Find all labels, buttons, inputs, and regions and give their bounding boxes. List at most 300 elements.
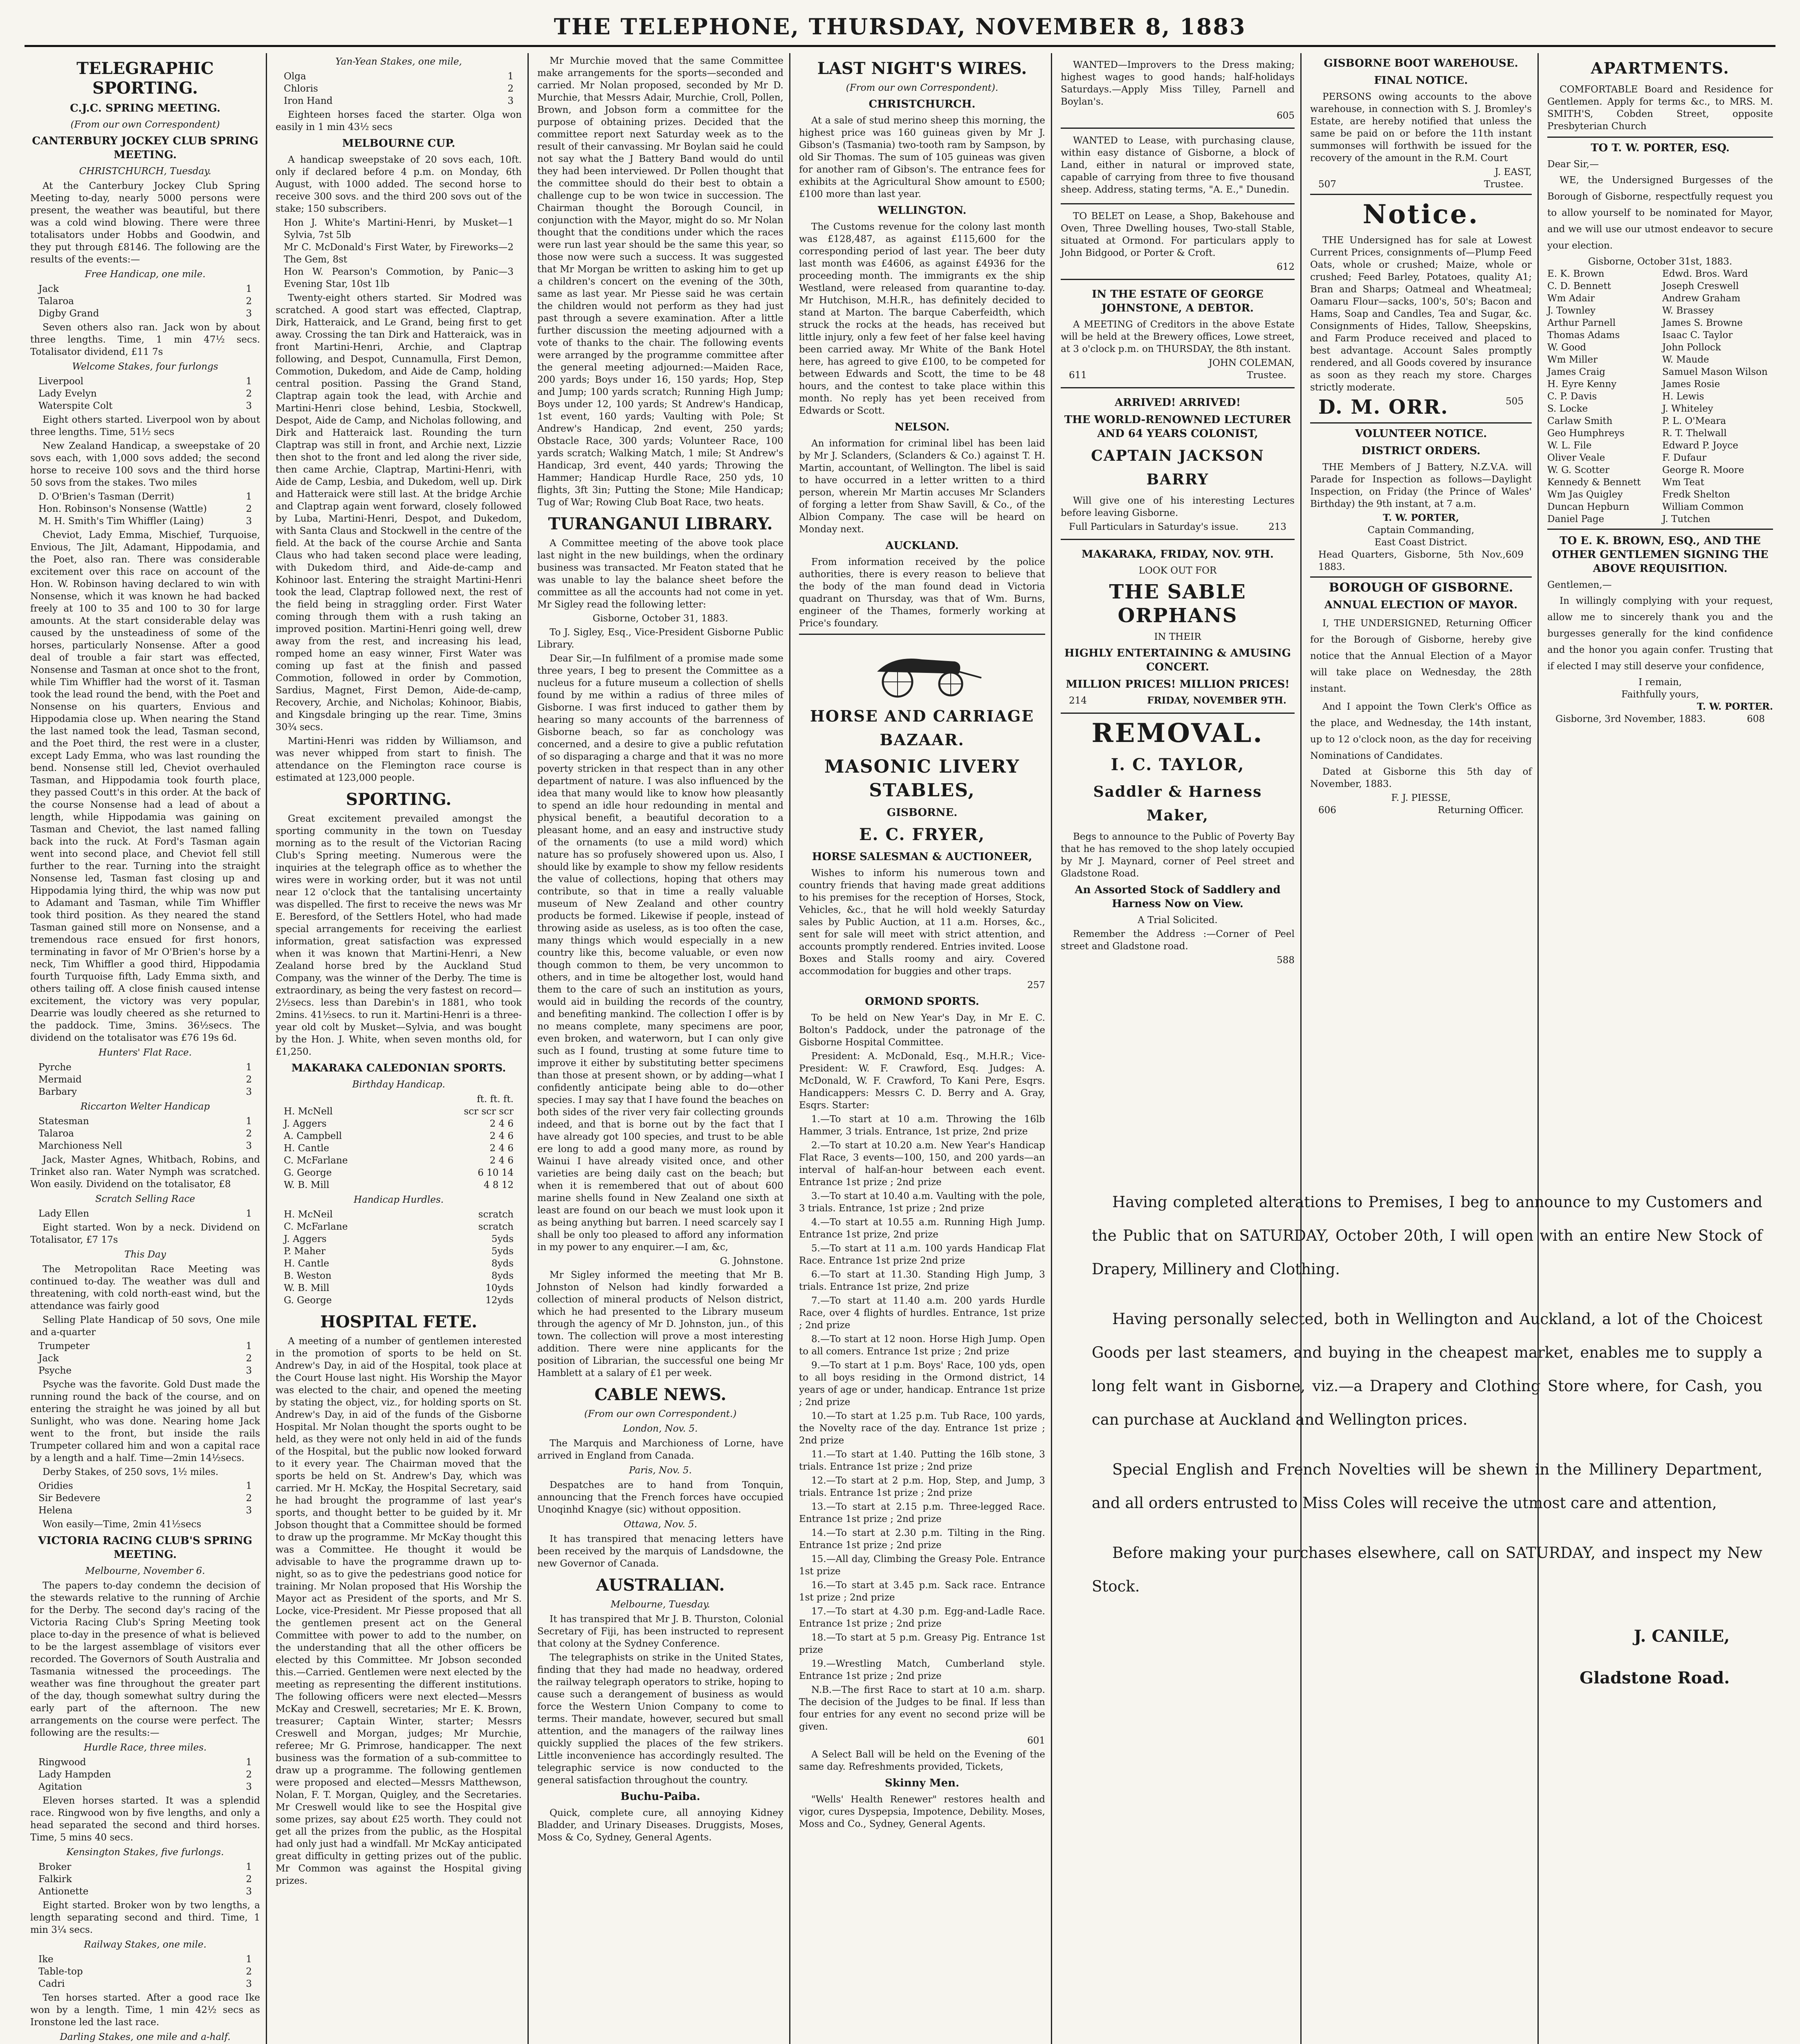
column-rule xyxy=(527,53,529,2044)
race-title: This Day xyxy=(124,1249,166,1260)
letter-date: Gisborne, 3rd November, 1883. xyxy=(1555,714,1706,724)
signatory-name: F. Dufaur xyxy=(1662,453,1707,463)
results-list xyxy=(276,1105,522,1191)
classified-ad xyxy=(1061,204,1295,280)
signatory-name: Wm Jas Quigley xyxy=(1547,489,1623,500)
advert-number: 606 xyxy=(1318,805,1336,816)
advert-number: 588 xyxy=(1277,955,1295,966)
advert-text: Having personally selected, both in Wellington and Auckland, a lot of the Choicest Goods per last steamers, and buying in the cheapest market, enables me to supply a long felt want in Gisborne, viz.—a Drapery and Clothing Store where, for Cash, you can purchase at Auckland and Wellington prices. xyxy=(1092,1310,1762,1428)
signature-title: Trustee. xyxy=(1484,179,1524,190)
result-place: 2 xyxy=(246,1966,252,1977)
signatory-name: John Pollock xyxy=(1662,342,1721,353)
advert-text: Full Particulars in Saturday's issue. xyxy=(1069,522,1239,532)
result-row xyxy=(30,1768,260,1781)
race-report: Twenty-eight others started. Sir Modred was scratched. A good start was effected, Claptrap, Dirk, Hatteraick, and Le Grand, being first to get away. Crossing the tan Dirk and Hatteraick, was in front Martini-Henri, Archie, and Claptrap following, and Despot, Cunnamulla, First Demon, Commotion, Dukedom, and Aide de Camp, holding central position. Passing the Grand Stand, Claptrap again took the lead, with Archie and Martini-Henri close behind, Lesbia, Stockwell, Despot, Aide de Camp, and Nicholas following, and Dirk and Hatteraick last. Rounding the turn Claptrap was still in front, and Archie next, Lizzie then shot to the front and led along the river side, then came Archie, Claptrap, Martini-Henri, with Aide de Camp, Lesbia, and Dukedom, well up. Dirk and Hatteraick were still last. At the bridge Archie and Claptrap again went forward, closely followed by Luba, Martini-Henri, Despot, and Dukedom, with Santa Claus and Stockwell in the centre of the field. At the back of the course Archie and Santa Claus who had taken second place were leading, with Dukedom third, and Aide-de-camp and Kohinoor last. Entering the straight Martini-Henri took the lead, Claptrap followed next, the rest of the field being in straggling order. First Water coming through them with a rush taking an improved position. Martini-Henri going well, drew away from the rest, and increasing his lead, romped home an easy winner, First Water was coming up fast at the finish and passed Commotion, followed in order by Commotion, Sardius, Magnet, First Demon, Aide-de-camp, Recovery, Archie, and Nicholas; Kohinoor, Biabis, and Kingsdale bringing up the rear. Time, 3mins 30¾ secs. xyxy=(276,293,522,733)
result-row xyxy=(276,1294,522,1307)
dateline: NELSON. xyxy=(894,421,950,433)
signature: T. W. PORTER, xyxy=(1383,512,1459,523)
result-row xyxy=(276,1105,522,1118)
advert-title: Notice. xyxy=(1362,199,1479,230)
result-row xyxy=(30,491,260,503)
article-text: The telegraphists on strike in the United States, finding that they had made no headway, ordered the railway telegraph operators to strike, hoping to cause such a derangement of business as would force the Western Union Company to come to terms. Their mandate, however, secured but small attention, and the managers of the railway lines quickly supplied the places of the few strikers. Little inconvenience has accordingly resulted. The telegraphic service is now conducted to the general satisfaction throughout the country. xyxy=(537,1652,783,1786)
result-row xyxy=(276,266,522,290)
race-note: Eight started. Won by a neck. Dividend on Totalisator, £7 17s xyxy=(30,1222,260,1245)
advert-name: I. C. TAYLOR, xyxy=(1111,755,1245,774)
signatory-name: W. G. Scotter xyxy=(1547,465,1609,475)
result-name: Table-top xyxy=(38,1966,83,1977)
column-2 xyxy=(270,53,527,2044)
advert-name: CAPTAIN JACKSON BARRY xyxy=(1091,447,1264,488)
result-row xyxy=(276,1282,522,1294)
signatory-name: Thomas Adams xyxy=(1547,330,1620,341)
article-text: A handicap sweepstake of 20 sovs each, 10ft. only if declared before 4 p.m. on Monday, 6th August, with 1000 added. The second horse to receive 300 sovs. and the third 200 sovs out of the stake; 150 subscribers. xyxy=(276,155,522,214)
advert-number: 605 xyxy=(1277,110,1295,121)
signatory-name: H. Lewis xyxy=(1662,391,1704,402)
article-text: It has transpired that menacing letters have been received by the marquis of Landsdowne, the new Governor of Canada. xyxy=(537,1534,783,1569)
race-title: Welcome Stakes, four furlongs xyxy=(72,361,218,372)
result-place: 3 xyxy=(246,1782,252,1792)
result-name: Lady Evelyn xyxy=(38,388,97,399)
result-place: 3 xyxy=(246,1365,252,1376)
result-place: scratch xyxy=(478,1221,514,1232)
result-name: H. Cantle xyxy=(284,1258,330,1269)
advert-title: VOLUNTEER NOTICE. xyxy=(1355,428,1487,440)
letter-text: WE, the Undersigned Burgesses of the Borough of Gisborne, respectfully request you to allow yourself to be nominated for Mayor, and we will use our utmost endeavor to secure your election. xyxy=(1547,175,1773,251)
result-place: 2 xyxy=(507,83,514,94)
result-place: 8yds xyxy=(491,1258,514,1269)
signatory-name: Fredk Shelton xyxy=(1662,489,1730,500)
signature: J. EAST, xyxy=(1495,167,1532,177)
advert-text: I, THE UNDERSIGNED, Returning Officer for the Borough of Gisborne, hereby give notice that the Annual Election of a Mayor will take place on Wednesday, the 28th instant. xyxy=(1310,618,1532,694)
result-row xyxy=(30,400,260,412)
result-place: 2 4 6 xyxy=(489,1143,514,1154)
result-name: Talaroa xyxy=(38,1128,74,1139)
race-title: Selling Plate Handicap of 50 sovs, One mile and a-quarter xyxy=(30,1315,260,1338)
subheading: ORMOND SPORTS. xyxy=(865,995,979,1008)
advert-title: MASONIC LIVERY STABLES, xyxy=(824,756,1020,801)
advert-subtitle: MILLION PRICES! MILLION PRICES! xyxy=(1066,678,1290,690)
list-item: 13.—To start at 2.15 p.m. Three-legged Race. Entrance 1st prize ; 2nd prize xyxy=(799,1502,1045,1524)
advert-text: Having completed alterations to Premises, I beg to announce to my Customers and the Public that on SATURDAY, October 20th, I will open with an entire New Stock of Drapery, Millinery and Clothing. xyxy=(1092,1193,1762,1278)
result-name: G. George xyxy=(284,1295,332,1306)
result-name: Hon J. White's Martini-Henri, by Musket—Sylvia, 7st 5lb xyxy=(284,217,508,240)
result-row xyxy=(30,503,260,515)
result-row xyxy=(30,1140,260,1152)
estate-notice xyxy=(1061,280,1295,388)
result-place: 3 xyxy=(246,516,252,527)
race-title: Kensington Stakes, five furlongs. xyxy=(66,1847,224,1858)
result-name: P. Maher xyxy=(284,1246,326,1257)
result-place: 2 xyxy=(246,504,252,514)
result-name: Falkirk xyxy=(38,1874,72,1885)
advert-number: 608 xyxy=(1747,714,1765,724)
race-note: Eight started. Broker won by two lengths, a length separating second and third. Time, 1 min 3¼ secs. xyxy=(30,1900,260,1935)
signatory-name: James S. Browne xyxy=(1662,318,1743,328)
dateline: Melbourne, November 6. xyxy=(85,1566,205,1576)
results-list xyxy=(30,283,260,320)
advert-number: 214 xyxy=(1069,695,1087,706)
article-text: N.B.—The first Race to start at 10 a.m. sharp. The decision of the Judges to be final. If less than four entries for any event no second prize will be given. xyxy=(799,1685,1045,1732)
signatory-name: Wm Teat xyxy=(1662,477,1704,488)
advert-title: BOROUGH OF GISBORNE. xyxy=(1329,580,1513,595)
advert-text: Special English and French Novelties will be shewn in the Millinery Department, and all orders entrusted to Miss Coles will receive the utmost care and attention, xyxy=(1092,1461,1762,1512)
advert-text: And I appoint the Town Clerk's Office as the place, and Wednesday, the 14th instant, up to 12 o'clock noon, as the day for receiving Nominations of Candidates. xyxy=(1310,702,1532,761)
advert-number: 612 xyxy=(1277,262,1295,272)
letter-date: Gisborne, October 31, 1883. xyxy=(593,613,728,624)
article-text: An information for criminal libel has been laid by Mr J. Sclanders, (Sclanders & Co.) against T. H. Martin, accountant, of Wellington. The libel is said to have occurred in a letter written to a third person, wherein Mr Martin accuses Mr Sclanders of forging a letter from Shaw Savill, & Co., of the Albion Company. The case will be heard on Monday next. xyxy=(799,438,1045,535)
list-item: 10.—To start at 1.25 p.m. Tub Race, 100 yards, the Novelty race of the day. Entrance 1st prize ; 2nd prize xyxy=(799,1411,1045,1446)
article-text: Despatches are to hand from Tonquin, announcing that the French forces have occupied Unoqinhd Knagye (sic) without opposition. xyxy=(537,1480,783,1515)
signatory-name: James Rosie xyxy=(1662,379,1720,390)
advert-text: WANTED to Lease, with purchasing clause, within easy distance of Gisborne, a block of Land, either in natural or improved state, capable of carrying from three to five thousand sheep. Address, stating terms, "A. E.," Dunedin. xyxy=(1061,135,1295,195)
column-rule xyxy=(789,53,790,2044)
result-name: W. B. Mill xyxy=(284,1180,330,1190)
result-place: 1 xyxy=(246,284,252,294)
article-text: At a sale of stud merino sheep this morning, the highest price was 160 guineas given by Mr J. Gibson's (Tasmania) two-tooth ram by Sampson, by old Sir Thomas. The sum of 105 guineas was given for another ram of Gibson's. The entrance fees for exhibits at the Agricultural Show amount to £500; £100 more than last year. xyxy=(799,115,1045,199)
result-row xyxy=(30,1504,260,1517)
result-row xyxy=(276,95,522,107)
list-item: 4.—To start at 10.55 a.m. Running High Jump. Entrance 1st prize, 2nd prize xyxy=(799,1217,1045,1240)
dateline: Ottawa, Nov. 5. xyxy=(624,1519,697,1530)
signatory-name: William Common xyxy=(1662,502,1744,512)
results-list xyxy=(30,375,260,412)
result-name: Agitation xyxy=(38,1782,82,1792)
subheading: C.J.C. SPRING MEETING. xyxy=(70,102,221,114)
result-name: Ike xyxy=(38,1954,54,1965)
result-row xyxy=(276,1154,522,1167)
result-name: Olga xyxy=(284,71,306,82)
list-item: 7.—To start at 11.40 a.m. 200 yards Hurdle Race, over 4 flights of hurdles. Entrance, 1st prize ; 2nd prize xyxy=(799,1295,1045,1331)
signatory-name: Wm Miller xyxy=(1547,354,1598,365)
column-rule xyxy=(266,53,267,2044)
results-list xyxy=(30,1208,260,1220)
table-header: ft. ft. ft. xyxy=(477,1094,514,1105)
list-item: 19.—Wrestling Match, Cumberland style. Entrance 1st prize ; 2nd prize xyxy=(799,1659,1045,1681)
signatory-name: Kennedy & Bennett xyxy=(1547,477,1641,488)
advert-number: 601 xyxy=(1027,1735,1045,1746)
list-item: 1.—To start at 10 a.m. Throwing the 16lb Hammer, 3 trials. Entrance, 1st prize, 2nd prize xyxy=(799,1114,1045,1137)
article-text: Mr Murchie moved that the same Committee make arrangements for the sports—seconded and carried. Mr Nolan proposed, seconded by Mr D. Murchie, that Messrs Adair, Murchie, Croll, Pollen, Brown, and Jobson form a committee for the purpose of obtaining prizes. Decided that the committee report next Saturday week as to the result of their canvassing. Mr Boylan said he could not say what the J Battery Band would do until they had been interviewed. Dr Pollen thought that the committee should do their best to obtain a challenge cup to be won twice in succession. The Chairman thought the Borough Council, in conjunction with the Mayor, might do so. Mr Nolan thought that the conditions under which the races were run last year should be the same this year, so those now were such a success. It was suggested that Mr Morgan be written to asking him to get up a children's concert on the evening of the 30th, same as last year. Mr Piesse said he was certain the children would not perform as they had just past through a severe examination. After a little further discussion the meeting adjourned with a vote of thanks to the chair. The following events were arranged by the programme committee after the general meeting adjourned:—Maiden Race, 200 yards; Boys under 16, 150 yards; Hop, Step and Jump; 100 yards scratch; Running High Jump; Boys under 12, 100 yards; St Andrew's Handicap, 1st event, 160 yards; Vaulting with Pole; St Andrew's Handicap, 2nd event, 250 yards; Obstacle Race, 300 yards; Volunteer Race, 100 yards scratch; Walking Match, 1 mile; St Andrew's Handicap, 3rd event, 440 yards; Throwing the Hammer; Handicap Hurdle Race, 250 yds, 10 flights, 3ft 3in; Putting the Stone; Mile Handicap; Tug of War; Rowing Club Boat Race, two heats. xyxy=(537,56,783,508)
result-place: 1 xyxy=(507,217,514,228)
result-place: 2 xyxy=(246,1074,252,1085)
result-row xyxy=(276,217,522,241)
result-row xyxy=(30,1966,260,1978)
result-place: scr scr scr xyxy=(464,1106,514,1117)
letter-salutation: Gentlemen,— xyxy=(1547,580,1612,590)
result-row xyxy=(30,1352,260,1365)
advert-subtitle: ANNUAL ELECTION OF MAYOR. xyxy=(1324,599,1518,611)
result-row xyxy=(276,1245,522,1257)
signatory-name: Geo Humphreys xyxy=(1547,428,1625,439)
article-text: The papers to-day condemn the decision of the stewards relative to the running of Archie for the Derby. The second day's racing of the Victoria Racing Club's Spring Meeting took place to-day in the presence of what is believed to be the largest assemblage of visitors ever recorded. The Governors of South Australia and Tasmania witnessed the proceedings. The weather was fine throughout the greater part of the day, though somewhat sultry during the early part of the afternoon. The new arrangements on the course were perfect. The following are the results:— xyxy=(30,1580,260,1738)
letter-recipient: TO E. K. BROWN, ESQ., AND THE OTHER GENTLEMEN SIGNING THE ABOVE REQUISITION. xyxy=(1547,529,1773,576)
result-place: 1 xyxy=(507,71,514,82)
advert-title: GISBORNE BOOT WAREHOUSE. xyxy=(1324,57,1518,69)
list-item: 9.—To start at 1 p.m. Boys' Race, 100 yds, open to all boys residing in the Ormond district, 14 years of age or under, handicap. Entrance 1st prize ; 2nd prize xyxy=(799,1360,1045,1407)
subheading: CANTERBURY JOCKEY CLUB SPRING MEETING. xyxy=(32,135,258,161)
result-place: scratch xyxy=(478,1209,514,1220)
letter-closing: Faithfully yours, xyxy=(1621,689,1699,700)
race-title: Birthday Handicap. xyxy=(352,1079,445,1090)
result-place: 2 xyxy=(246,1874,252,1885)
race-title: Free Handicap, one mile. xyxy=(85,269,206,280)
dateline: London, Nov. 5. xyxy=(623,1423,698,1434)
race-note: Jack, Master Agnes, Whitbach, Robins, and Trinket also ran. Water Nymph was scratched. Won easily. Dividend on the totalisator, £8 xyxy=(30,1154,260,1190)
result-name: Digby Grand xyxy=(38,308,99,319)
result-place: 3 xyxy=(246,1505,252,1516)
results-list xyxy=(30,1756,260,1793)
article-text: A Committee meeting of the above took place last night in the new buildings, when the ordinary business was transacted. Mr Featon stated that he was unable to lay the balance sheet before the committee as all the accounts had not come in yet. Mr Sigley read the following letter: xyxy=(537,538,783,610)
advert-text: Before making your purchases elsewhere, call on SATURDAY, and inspect my New Stock. xyxy=(1092,1544,1762,1595)
advert-subtitle: HORSE SALESMAN & AUCTIONEER, xyxy=(812,851,1032,863)
advert-title: ARRIVED! ARRIVED! xyxy=(1114,397,1241,409)
race-note: Eleven horses started. It was a splendid race. Ringwood won by five lengths, and only a head separated the second and third horses. Time, 5 mins 40 secs. xyxy=(30,1795,260,1843)
result-row xyxy=(30,1873,260,1885)
advert-title: MAKARAKA, FRIDAY, NOV. 9TH. xyxy=(1082,548,1274,560)
race-title: Riccarton Welter Handicap xyxy=(80,1101,210,1112)
signatory-name: S. Locke xyxy=(1547,403,1588,414)
signatory-name: W. Maude xyxy=(1662,354,1709,365)
dateline: WELLINGTON. xyxy=(878,204,967,217)
race-title: New Zealand Handicap, a sweepstake of 20 sovs each, with 1,000 sovs added; the second horse to receive 100 sovs and the third horse 50 sovs from the stakes. Two miles xyxy=(30,441,260,488)
signatory-name: W. L. File xyxy=(1547,440,1592,451)
subheading: VICTORIA RACING CLUB'S SPRING MEETING. xyxy=(38,1535,252,1561)
result-name: Talaroa xyxy=(38,296,74,307)
list-item: 12.—To start at 2 p.m. Hop, Step, and Jump, 3 trials. Entrance 1st prize ; 2nd prize xyxy=(799,1475,1045,1498)
race-note: Psyche was the favorite. Gold Dust made the running round the back of the course, and on entering the straight he was joined by all but Sunlight, who was done. Nearing home Jack went to the front, but inside the rails Trumpeter collared him and won a capital race by a length and a half. Time—2min 14½secs. xyxy=(30,1379,260,1464)
result-place: 2 xyxy=(246,1769,252,1780)
advert-subtitle: GISBORNE. xyxy=(887,807,958,819)
result-name: Helena xyxy=(38,1505,73,1516)
section-heading: AUSTRALIAN. xyxy=(596,1576,725,1595)
advert-text: PERSONS owing accounts to the above warehouse, in connection with S. J. Bromley's Estate, are hereby notified that unless the same be paid on or before the 11th instant summonses will forthwith be issued for the recovery of the amount in the R.M. Court xyxy=(1310,92,1532,164)
result-row xyxy=(276,1257,522,1270)
signatory-name: P. L. O'Meara xyxy=(1662,416,1726,426)
result-name: C. McFarlane xyxy=(284,1221,348,1232)
article-text: Great excitement prevailed amongst the sporting community in the town on Tuesday morning as to the result of the Victorian Racing Club's Spring meeting. Numerous were the inquiries at the telegraph office as to whether the wires were in working order, but it was not until near 12 o'clock that the tantalising uncertainty was dispelled. The first to receive the news was Mr E. Beresford, of the Settlers Hotel, who had made special arrangements for receiving the earliest information, great satisfaction was expressed when it was known that Martini-Henri, a New Zealand horse bred by the Auckland Stud Company, was the winner of the Derby. The time is extraordinary, as being the very fastest on record—2½secs. less than Darebin's in 1881, who took 2mins. 41½secs. to run it. Martini-Henri is a three-year old colt by Musket—Sylvia, and was bought by the Hon. J. White, when seven months old, for £1,250. xyxy=(276,814,522,1057)
result-row xyxy=(30,307,260,320)
race-note: Seven others also ran. Jack won by about three lengths. Time, 1 min 47½ secs. Totalisator dividend, £11 7s xyxy=(30,322,260,357)
concert-ad xyxy=(1061,540,1295,714)
result-name: C. McFarlane xyxy=(284,1155,348,1166)
result-row xyxy=(30,283,260,295)
signatory-name: R. T. Thelwall xyxy=(1662,428,1727,439)
result-row xyxy=(30,1781,260,1793)
result-name: Trumpeter xyxy=(38,1341,90,1351)
signature: T. W. PORTER. xyxy=(1697,701,1773,712)
race-title: Hunters' Flat Race. xyxy=(99,1047,192,1058)
signatory-name: Joseph Creswell xyxy=(1662,281,1739,291)
article-text: It has transpired that Mr J. B. Thurston, Colonial Secretary of Fiji, has been instructed to represent that colony at the Sydney Conference. xyxy=(537,1614,783,1649)
results-list xyxy=(30,1061,260,1098)
results-list xyxy=(276,1208,522,1307)
advert-text: THE Members of J Battery, N.Z.V.A. will Parade for Inspection as follows—Daylight Inspection, on Friday (the Prince of Wales' Birthday) the 9th instant, at 7 a.m. xyxy=(1310,462,1532,509)
result-name: Hon. Robinson's Nonsense (Wattle) xyxy=(38,504,207,514)
canile-advertisement xyxy=(1080,1186,1775,2044)
advert-number: 611 xyxy=(1069,370,1087,381)
signatory-name: Oliver Veale xyxy=(1547,453,1605,463)
article-text: A meeting of a number of gentlemen interested in the promotion of sports to be held on St. Andrew's Day, in aid of the Hospital, took place at the Court House last night. His Worship the Mayor was elected to the chair, and opened the meeting by stating the object, viz., for holding sports on St. Andrew's Day, in aid of the funds of the Gisborne Hospital. Mr Nolan thought the sports ought to be held, as they were not only held in aid of the funds of the Hospital, but the public now looked forward to it every year. The Chairman moved that the sports be held on St. Andrew's Day, which was carried. Mr H. McKay, the Hospital Secretary, said he had brought the programme of last year's sports, and thought better to be guided by it. Mr Jobson thought that a Committee should be formed to draw up the programme. Mr McKay thought this was a Committee. He thought it would be advisable to have the programme drawn up to-night, so as to give the pedestrians good notice for training. Mr Nolan proposed that His Worship the Mayor act as President of the sports, and Mr S. Locke, vice-President. Mr Piesse proposed that all the gentlemen present act on the General Committee with power to add to the number, on the understanding that all the other officers be elected by this Committee. Mr Jobson seconded this.—Carried. Gentlemen were next elected by the meeting as representing the different institutions. The following officers were next elected—Messrs McKay and Creswell, secretaries; Mr E. K. Brown, treasurer; Captain Winter, starter; Messrs Creswell and Morgan, judges; Mr Murchie, referee; Mr G. Primrose, handicapper. The next business was the formation of a sub-committee to draw up a programme. The following gentlemen were proposed and elected—Messrs Matthewson, Nolan, F. T. Morgan, Quigley, and the Secretaries. Mr Creswell would like to see the Hospital give some prizes, say about £25 worth. They could not get all the prizes from the public, as the Hospital had only just had a windfall. Mr McKay anticipated great difficulty in getting prizes out of the public. Mr Common was against the Hospital giving prizes. xyxy=(276,1336,522,1886)
result-place: 1 xyxy=(246,1116,252,1127)
result-place: 1 xyxy=(246,1954,252,1965)
result-place: 2 xyxy=(246,1353,252,1364)
result-place: 3 xyxy=(507,96,514,106)
result-name: Lady Hampden xyxy=(38,1769,111,1780)
result-row xyxy=(276,1142,522,1154)
result-place: 2 xyxy=(507,242,514,253)
race-note: Eight others started. Liverpool won by about three lengths. Time, 51½ secs xyxy=(30,415,260,437)
result-row xyxy=(30,1340,260,1352)
result-row xyxy=(30,515,260,527)
results-list xyxy=(276,217,522,290)
result-name: Pyrche xyxy=(38,1062,72,1073)
signatory-name: Edwd. Bros. Ward xyxy=(1662,269,1748,279)
result-name: G. George xyxy=(284,1168,332,1178)
result-name: Psyche xyxy=(38,1365,72,1376)
result-place: 1 xyxy=(246,1481,252,1491)
result-place: 12yds xyxy=(485,1295,514,1306)
result-name: D. O'Brien's Tasman (Derrit) xyxy=(38,491,174,502)
signature: J. CANILE, xyxy=(1634,1627,1730,1646)
column-3 xyxy=(532,53,789,2044)
signatory-name: Isaac C. Taylor xyxy=(1662,330,1733,341)
result-row xyxy=(30,1885,260,1898)
signatory-name: C. D. Bennett xyxy=(1547,281,1611,291)
article-text: Martini-Henri was ridden by Williamson, and was never whipped from start to finish. The attendance on the Flemington race course is estimated at 123,000 people. xyxy=(276,736,522,783)
subheading: Buchu-Paiba. xyxy=(620,1791,700,1803)
results-list xyxy=(30,1953,260,1990)
result-name: B. Weston xyxy=(284,1271,332,1281)
signatory-name: Andrew Graham xyxy=(1662,293,1741,304)
race-title: Railway Stakes, one mile. xyxy=(84,1939,206,1950)
result-name: Broker xyxy=(38,1862,72,1872)
column-4 xyxy=(793,53,1051,2044)
section-heading: CABLE NEWS. xyxy=(594,1385,727,1404)
list-item: 14.—To start at 2.30 p.m. Tilting in the Ring. Entrance 1st prize ; 2nd prize xyxy=(799,1528,1045,1551)
advert-subtitle: Saddler & Harness Maker, xyxy=(1093,783,1262,824)
race-title: Handicap Hurdles. xyxy=(354,1195,444,1205)
result-row xyxy=(30,1480,260,1492)
subheading: Skinny Men. xyxy=(885,1777,959,1789)
dateline: CHRISTCHURCH, Tuesday. xyxy=(79,166,211,177)
section-heading: SPORTING. xyxy=(346,790,452,809)
masthead: THE TELEPHONE, THURSDAY, NOVEMBER 8, 1883 xyxy=(25,8,1775,47)
list-item: 17.—To start at 4.30 p.m. Egg-and-Ladle Race. Entrance 1st prize ; 2nd prize xyxy=(799,1606,1045,1629)
result-row xyxy=(276,1130,522,1142)
advert-text: A Trial Solicited. xyxy=(1138,915,1218,926)
result-name: Liverpool xyxy=(38,376,84,387)
dateline: Melbourne, Tuesday. xyxy=(610,1599,710,1610)
result-row xyxy=(30,1061,260,1074)
race-note: Won easily—Time, 2min 41½secs xyxy=(43,1519,202,1530)
result-row xyxy=(276,1270,522,1282)
signatory-name: George R. Moore xyxy=(1662,465,1744,475)
advert-subtitle: THE WORLD-RENOWNED LECTURER AND 64 YEARS COLONIST, xyxy=(1064,414,1291,440)
result-row xyxy=(30,1978,260,1990)
result-place: 2 4 6 xyxy=(489,1118,514,1129)
result-name: J. Aggers xyxy=(284,1234,327,1244)
result-place: 3 xyxy=(246,1979,252,1989)
advert-date: FRIDAY, NOVEMBER 9TH. xyxy=(1147,695,1286,706)
result-name: Statesman xyxy=(38,1116,89,1127)
race-title: Hurdle Race, three miles. xyxy=(83,1742,207,1753)
advert-title: HORSE AND CARRIAGE BAZAAR. xyxy=(810,707,1035,749)
signatory-name: Wm Adair xyxy=(1547,293,1595,304)
advert-text: Dated at Gisborne this 5th day of November, 1883. xyxy=(1310,766,1532,789)
results-list xyxy=(30,1115,260,1152)
result-place: 1 xyxy=(246,1341,252,1351)
results-list xyxy=(30,1480,260,1517)
byline: (From our own Correspondent) xyxy=(70,119,220,130)
signature-title: Returning Officer. xyxy=(1438,805,1524,816)
signatory-name: W. Brassey xyxy=(1662,305,1714,316)
column-6 xyxy=(1304,53,1537,1157)
race-report: Cheviot, Lady Emma, Mischief, Turquoise, Envious, The Jilt, Adamant, Hippodamia, and the Poet, also ran. There was considerable excitement over this race on account of the Hon. W. Robinson having declared to win with Nonsense, which it was known he had backed freely at 100 to 35 and 100 to 30 for large amounts. At the start considerable delay was caused by the unsteadiness of some of the horses, particularly Nonsense. After a good deal of trouble a fair start was effected, Nonsense and Tasman at once shot to the front, while Tim Whiffler had the worst of it. Tasman took the lead round the bend, with the Poet and Nonsense on his quarters, Envious and Hippodamia close up. When nearing the Stand the last named took the lead, Tasman second, and the Poet third, the rest were in a cluster, except Lady Emma, who was last rounding the bend. Nonsense still led, Cheviot overhauled Tasman, and Hippodamia took fourth place, they passed Coutt's in this order. At the back of the course Nonsense had a lead of about a length, while Hippodamia was gaining on Tasman and Cheviot, the last named falling back into the ruck. At Ford's Tasman again went into second place, and Cheviot fell still further to the rear. Turning into the straight Nonsense led, Tasman fast closing up and Hippodamia lying third, the whip was now put to Adamant and Tasman, while Tim Whiffler took third position. As they neared the stand Tasman gained still more on Nonsense, and a tremendous race ensued for first honors, terminating in favor of Mr O'Brien's horse by a neck, Tim Whiffler a good third, Hippodamia fourth Turquoise fifth, Lady Emma sixth, and others tailing off. A close finish caused intense excitement, the victory was very popular, Dearrie was loudly cheered as she returned to the paddock. Time, 3mins. 36½secs. The dividend on the totalisator was £76 19s 6d. xyxy=(30,530,260,1043)
advert-subtitle: DISTRICT ORDERS. xyxy=(1361,445,1481,457)
result-name: Antionette xyxy=(38,1886,89,1897)
advert-text: IN THEIR xyxy=(1154,632,1201,642)
advert-text: Quick, complete cure, all annoying Kidney Bladder, and Urinary Diseases. Druggists, Moses, Moss & Co, Sydney, General Agents. xyxy=(537,1808,783,1843)
signatory-name: E. K. Brown xyxy=(1547,269,1605,279)
list-item: 16.—To start at 3.45 p.m. Sack race. Entrance 1st prize ; 2nd prize xyxy=(799,1580,1045,1603)
letter-signature: G. Johnstone. xyxy=(720,1256,783,1266)
letter-salutation: Dear Sir,— xyxy=(1547,159,1599,170)
result-place: 2 4 6 xyxy=(489,1131,514,1141)
advert-number: 609 xyxy=(1506,549,1524,560)
result-name: Mr C. McDonald's First Water, by Fireworks—The Gem, 8st xyxy=(284,242,508,265)
race-title: Yan-Yean Stakes, one mile, xyxy=(335,56,462,67)
race-title: Derby Stakes, of 250 sovs, 1½ miles. xyxy=(43,1467,219,1477)
result-place: 10yds xyxy=(485,1283,514,1293)
result-row xyxy=(30,295,260,307)
signatory-name: H. Eyre Kenny xyxy=(1547,379,1617,390)
result-name: Waterspite Colt xyxy=(38,401,113,411)
race-title: Darling Stakes, one mile and a-half. xyxy=(60,2032,231,2042)
advert-number: 213 xyxy=(1268,522,1286,532)
letter-recipient: TO T. W. PORTER, ESQ. xyxy=(1591,142,1730,154)
advert-number: 507 xyxy=(1318,179,1336,190)
result-row xyxy=(276,83,522,95)
advert-number: 505 xyxy=(1506,396,1524,407)
list-item: 6.—To start at 11.30. Standing High Jump, 3 trials. Entrance 1st prize, 2nd prize xyxy=(799,1269,1045,1292)
advert-title: REMOVAL. xyxy=(1091,718,1264,749)
result-name: W. B. Mill xyxy=(284,1283,330,1293)
classified-ad xyxy=(1061,129,1295,204)
letter-text: Dear Sir,—In fulfilment of a promise made some three years, I beg to present the Committee as a nucleus for a future museum a collection of shells found by me within a radius of three miles of Gisborne. I was first induced to gather them by hearing so many accounts of the barrenness of Gisborne beach, so far as conchology was concerned, and a desire to give a public refutation of so disparaging a charge and that it was no more poverty stricken in that respect than in any other department of nature. I was also influenced by the idea that many would like to know how pleasantly to spend an idle hour redounding in mental and physical benefit, a beautiful decoration to a pleasant home, and an easy and instructive study of the ornaments (to use a mild word) which nature has so profusely showered upon us. Also, I should like by example to show my fellow residents the value of collections, hoping that others may contribute, so that in time a really valuable museum of New Zealand and other country products be formed. Likewise if people, instead of throwing aside as useless, as is too often the case, many things which would especially in a new country like this, become valuable, or even now though common to them, be very uncommon to others, and in time be altogether lost, would hand them to the care of such an institution as yours, would aid in building the records of the country, and benefiting mankind. The collection I offer is by no means complete, many specimens are poor, even broken, and waterworn, but I can only give such as I found, trusting at some future time to improve it either by substituting better specimens than those at present shown, or by adding—what I confidently anticipate being able to do—other species. I may say that I have found the beaches on both sides of the river very fair collecting grounds indeed, and that is borne out by the fact that I have already got 100 species, and trust to be able ere long to add a good many more, as round by Wainui I have already visited once, and other varieties are being daily cast on the beach; but when it is remembered that out of about 600 marine shells found in New Zealand one sixth at least are found on our beach we must look upon it as being anything but barren. I need scarcely say I shall be only too pleased to afford any information in my power to any enquirer.—I am, &c, xyxy=(537,653,783,1253)
article-text: To be held on New Year's Day, in Mr E. C. Bolton's Paddock, under the patronage of the Gisborne Hospital Committee. xyxy=(799,1013,1045,1048)
results-list xyxy=(30,1861,260,1898)
advert-text: THE Undersigned has for sale at Lowest Current Prices, consignments of—Plump Feed Oats, whole or crushed; Maize, whole or crushed; Feed Barley, Potatoes, quality A1; Bran and Sharps; Oatmeal and Wheatmeal; Oamaru Flour—sacks, 100's, 50's; Bacon and Hams, Soap and Candles, Tea and Sugar, &c. Consignments of Hides, Tallow, Sheepskins, and Farm Produce received and placed to best advantage. Account Sales promptly rendered, and all Goods covered by insurance as soon as they reach my store. Charges strictly moderate. xyxy=(1310,235,1532,393)
signatories-list xyxy=(1547,268,1773,525)
result-place: 2 4 6 xyxy=(489,1155,514,1166)
letter-closing: I remain, xyxy=(1638,677,1682,688)
article-text: A Select Ball will be held on the Evening of the same day. Refreshments provided, Tickets, xyxy=(799,1749,1045,1772)
advert-text: Wishes to inform his numerous town and country friends that having made great additions to his premises for the reception of Horses, Stock, Vehicles, &c., that he will hold weekly Saturday sales by Public Auction, at 11 a.m. Horses, &c., sent for sale will meet with strict attention, and accounts promptly rendered. Entries invited. Loose Boxes and Stalls roomy and airy. Covered accommodation for buggies and other traps. xyxy=(799,868,1045,977)
result-name: Oridies xyxy=(38,1481,73,1491)
result-row xyxy=(276,1221,522,1233)
dateline: CHRISTCHURCH. xyxy=(869,98,976,110)
signature-address: Gladstone Road. xyxy=(1579,1668,1730,1688)
advert-number: 257 xyxy=(1027,980,1045,991)
carriage-illustration xyxy=(861,639,983,700)
advert-title: IN THE ESTATE OF GEORGE JOHNSTONE, A DEBTOR. xyxy=(1092,288,1264,314)
dateline: AUCKLAND. xyxy=(885,540,959,552)
advert-subtitle: HIGHLY ENTERTAINING & AMUSING CONCERT. xyxy=(1064,647,1291,673)
result-name: Iron Hand xyxy=(284,96,333,106)
result-row xyxy=(30,1074,260,1086)
results-list xyxy=(276,70,522,107)
signatory-name: Duncan Hepburn xyxy=(1547,502,1629,512)
